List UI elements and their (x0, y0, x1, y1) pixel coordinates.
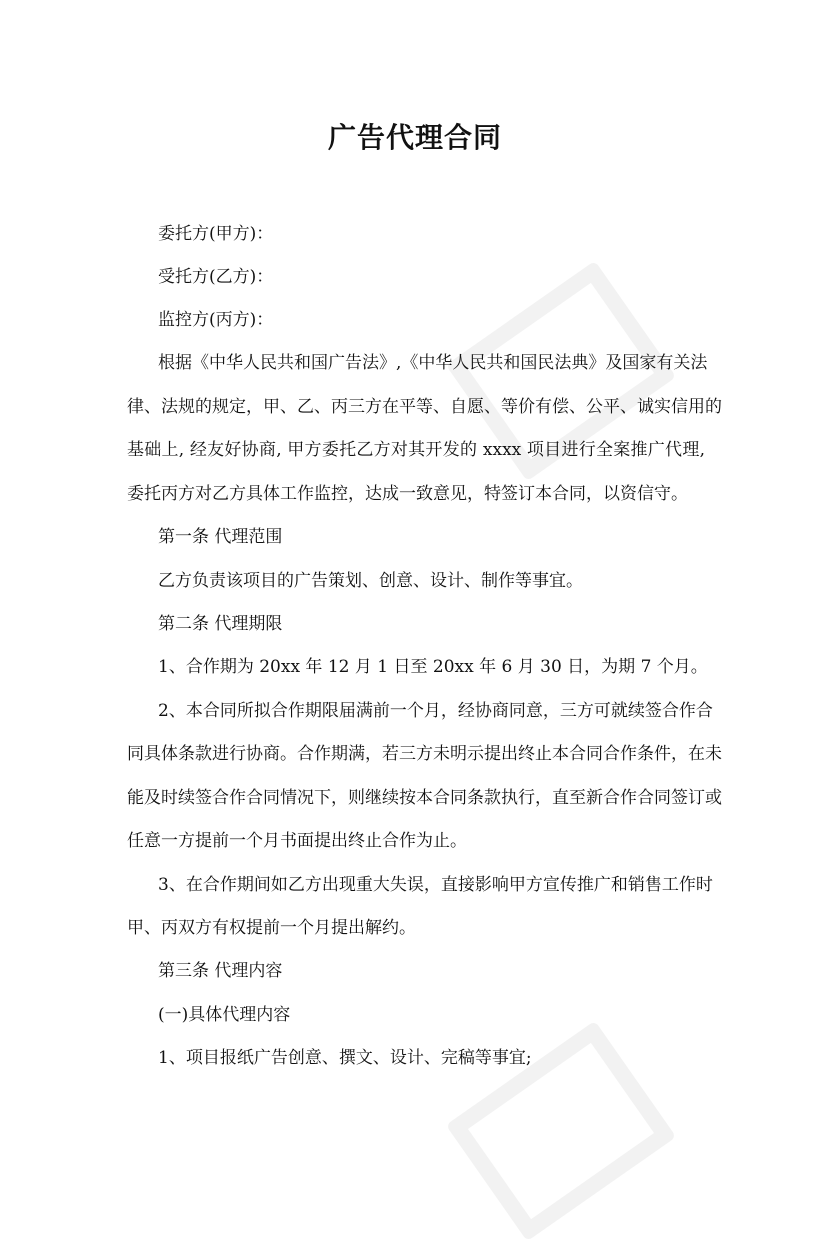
party-b-line: 受托方(乙方)： (158, 267, 274, 287)
paragraph-line: 甲、丙双方有权提前一个月提出解约。 (127, 918, 416, 938)
paragraph-line: 乙方负责该项目的广告策划、创意、设计、制作等事宜。 (158, 571, 583, 591)
paragraph-line: 委托丙方对乙方具体工作监控，达成一致意见，特签订本合同，以资信守。 (127, 484, 688, 504)
paragraph-line: 能及时续签合作合同情况下，则继续按本合同条款执行，直至新合作合同签订或 (127, 788, 722, 808)
subsection-heading: (一)具体代理内容 (158, 1005, 291, 1025)
paragraph-line: 基础上, 经友好协商, 甲方委托乙方对其开发的 xxxx 项目进行全案推广代理, (127, 440, 705, 460)
section-heading: 第一条 代理范围 (158, 527, 283, 547)
paragraph-line: 2、本合同所拟合作期限届满前一个月，经协商同意，三方可就续签合作合 (158, 701, 713, 721)
section-heading: 第二条 代理期限 (158, 614, 283, 634)
paragraph-line: 1、项目报纸广告创意、撰文、设计、完稿等事宜; (158, 1048, 532, 1068)
paragraph-line: 1、合作期为 20xx 年 12 月 1 日至 20xx 年 6 月 30 日，为期 7 个月。 (158, 657, 708, 677)
section-heading: 第三条 代理内容 (158, 961, 283, 981)
party-c-line: 监控方(丙方)： (158, 310, 274, 330)
paragraph-line: 同具体条款进行协商。合作期满，若三方未明示提出终止本合同合作条件，在未 (127, 744, 722, 764)
paragraph-line: 律、法规的规定，甲、乙、丙三方在平等、自愿、等价有偿、公平、诚实信用的 (127, 397, 722, 417)
paragraph-line: 任意一方提前一个月书面提出终止合作为止。 (127, 831, 467, 851)
paragraph-line: 根据《中华人民共和国广告法》,《中华人民共和国民法典》及国家有关法 (158, 353, 708, 373)
document-title: 广告代理合同 (327, 121, 502, 154)
paragraph-line: 3、在合作期间如乙方出现重大失误，直接影响甲方宣传推广和销售工作时 (158, 875, 713, 895)
party-a-line: 委托方(甲方)： (158, 224, 274, 244)
